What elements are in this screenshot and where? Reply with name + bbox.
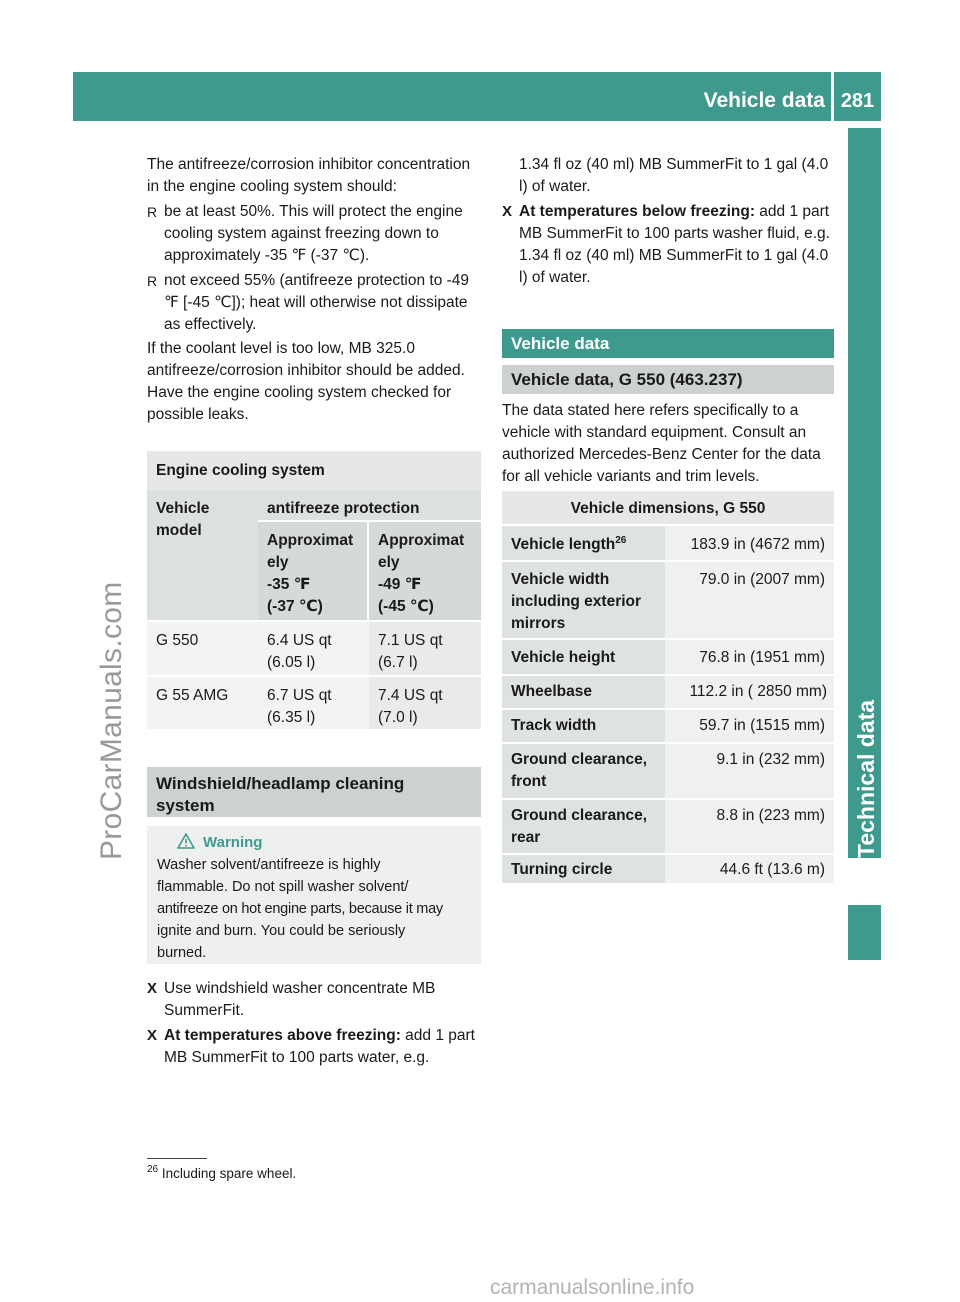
intro-text: The antifreeze/corrosion inhibitor concentration in the engine cooling system should:: [147, 156, 471, 195]
right-steps: [502, 154, 834, 289]
footnote-text: Including spare wheel.: [158, 1166, 297, 1181]
left-intro: [147, 154, 481, 426]
col-b-line: -49 ℉: [378, 576, 422, 593]
table-cell: [258, 675, 369, 729]
table-cell: [258, 620, 369, 675]
table-row-value: 183.9 in (4672 mm): [665, 524, 834, 560]
bullet-item: [147, 201, 481, 267]
table-row-value: 79.0 in (2007 mm): [665, 560, 834, 638]
table-cell: [369, 675, 481, 729]
cell-line: 7.1 US qt: [378, 632, 443, 649]
side-tab-label: Technical data: [853, 699, 879, 858]
warning-icon: [177, 833, 195, 849]
coolant-paragraph: If the coolant level is too low, MB 325.0 antifreeze/corrosion inhibitor should be added. Have the engine cooling system checked for possible leaks.: [147, 340, 465, 423]
cooling-table-title: Engine cooling system: [147, 451, 481, 490]
warning-line: ignite and burn. You could be seriously: [157, 923, 406, 939]
step-marker: X: [147, 980, 158, 997]
step-text: add 1 part MB SummerFit to 100 parts water, e.g.: [164, 1027, 475, 1066]
table-row-label: Ground clearance, rear: [502, 798, 665, 853]
table-row-label: Wheelbase: [502, 674, 665, 708]
step-condition: At temperatures below freezing:: [519, 203, 755, 220]
col-b-line: (-45 ℃): [378, 598, 434, 615]
row-label-text: Vehicle length: [511, 536, 616, 553]
col-vehicle-model: Vehicle model: [147, 490, 258, 620]
warning-header: [157, 832, 471, 854]
col-approx-49: [369, 520, 481, 620]
cell-line: (6.05 l): [267, 654, 316, 671]
cell-line: 6.7 US qt: [267, 687, 332, 704]
step-text: Use windshield washer concentrate MB SummerFit.: [164, 980, 436, 1019]
footnote: [147, 1164, 296, 1184]
col-a-line: ely: [267, 554, 289, 571]
left-steps: [147, 978, 481, 1069]
page-number: 281: [840, 90, 875, 112]
table-row-label: Turning circle: [502, 853, 665, 883]
bottom-watermark: carmanualsonline.info: [490, 1276, 695, 1299]
vehicle-data-intro: The data stated here refers specifically to a vehicle with standard equipment. Consult an authorized Mercedes-Benz Center for the data for all vehicle variants and trim levels.: [502, 402, 821, 485]
section-title: Vehicle data: [703, 89, 825, 112]
bullet-marker: R: [147, 273, 158, 289]
col-a-line: -35 ℉: [267, 576, 311, 593]
warning-title: Warning: [203, 834, 263, 851]
bullet-marker: R: [147, 204, 158, 220]
windshield-heading: [147, 767, 481, 817]
table-cell: [369, 620, 481, 675]
table-row-value: 8.8 in (223 mm): [665, 798, 834, 853]
step-text: add 1 part MB SummerFit to 100 parts washer fluid, e.g. 1.34 fl oz (40 ml) MB SummerFit to 1 gal (4.0 l) of water.: [519, 203, 830, 286]
footnote-ref: 26: [615, 535, 627, 546]
bullet-item: [147, 270, 481, 336]
bullet-text: not exceed 55% (antifreeze protection to -49 ℉ [-45 ℃]); heat will otherwise not dissipate as effectively.: [164, 272, 470, 333]
warning-line: burned.: [157, 945, 207, 961]
windshield-heading-line: system: [156, 796, 215, 815]
cell-line: (6.35 l): [267, 709, 316, 726]
cell-line: 7.4 US qt: [378, 687, 443, 704]
cell-line: (6.7 l): [378, 654, 418, 671]
table-row-model: G 55 AMG: [147, 675, 258, 729]
table-row-value: 76.8 in (1951 mm): [665, 638, 834, 674]
dimensions-table-title: Vehicle dimensions, G 550: [502, 491, 834, 524]
col-antifreeze-protection: antifreeze protection: [258, 490, 481, 520]
side-tab-marker: [848, 905, 881, 960]
table-row-value: 59.7 in (1515 mm): [665, 708, 834, 742]
col-b-line: ely: [378, 554, 400, 571]
col-approx-35: [258, 520, 369, 620]
cell-line: (7.0 l): [378, 709, 418, 726]
warning-line: Washer solvent/antifreeze is highly: [157, 857, 381, 873]
col-a-line: Approximat: [267, 532, 354, 549]
windshield-heading-line: Windshield/headlamp cleaning: [156, 774, 405, 793]
table-row-label: Vehicle height: [502, 638, 665, 674]
table-row-label: [502, 524, 665, 560]
section-heading-vehicle-data: Vehicle data: [502, 329, 834, 358]
step-item: [147, 978, 481, 1022]
table-row-value: 112.2 in ( 2850 mm): [665, 674, 834, 708]
footnote-number: 26: [147, 1164, 159, 1175]
step-continued-text: 1.34 fl oz (40 ml) MB SummerFit to 1 gal (4.0 l) of water.: [519, 156, 829, 195]
step-item: [147, 1025, 481, 1069]
step-marker: X: [147, 1027, 158, 1044]
col-b-line: Approximat: [378, 532, 465, 549]
col-a-line: (-37 ℃): [267, 598, 323, 615]
table-row-value: 9.1 in (232 mm): [665, 742, 834, 798]
step-condition: At temperatures above freezing:: [164, 1027, 401, 1044]
step-marker: X: [502, 203, 513, 220]
cell-line: 6.4 US qt: [267, 632, 332, 649]
table-row-value: 44.6 ft (13.6 m): [665, 853, 834, 883]
table-row-label: Vehicle width including exterior mirrors: [502, 560, 665, 638]
step-item: [502, 201, 834, 289]
table-row-label: Ground clearance, front: [502, 742, 665, 798]
bullet-text: be at least 50%. This will protect the engine cooling system against freezing down to approximately -35 ℉ (-37 ℃).: [164, 203, 463, 264]
table-row-label: Track width: [502, 708, 665, 742]
warning-box: [147, 826, 481, 964]
footnote-rule: [147, 1158, 207, 1159]
table-row-model: G 550: [147, 620, 258, 675]
subsection-heading: Vehicle data, G 550 (463.237): [502, 365, 834, 394]
warning-line: antifreeze on hot engine parts, because it may: [157, 901, 443, 917]
side-watermark-text: ProCarManuals.com: [95, 581, 128, 860]
warning-line: flammable. Do not spill washer solvent/: [157, 879, 409, 895]
page-header: [73, 72, 881, 121]
